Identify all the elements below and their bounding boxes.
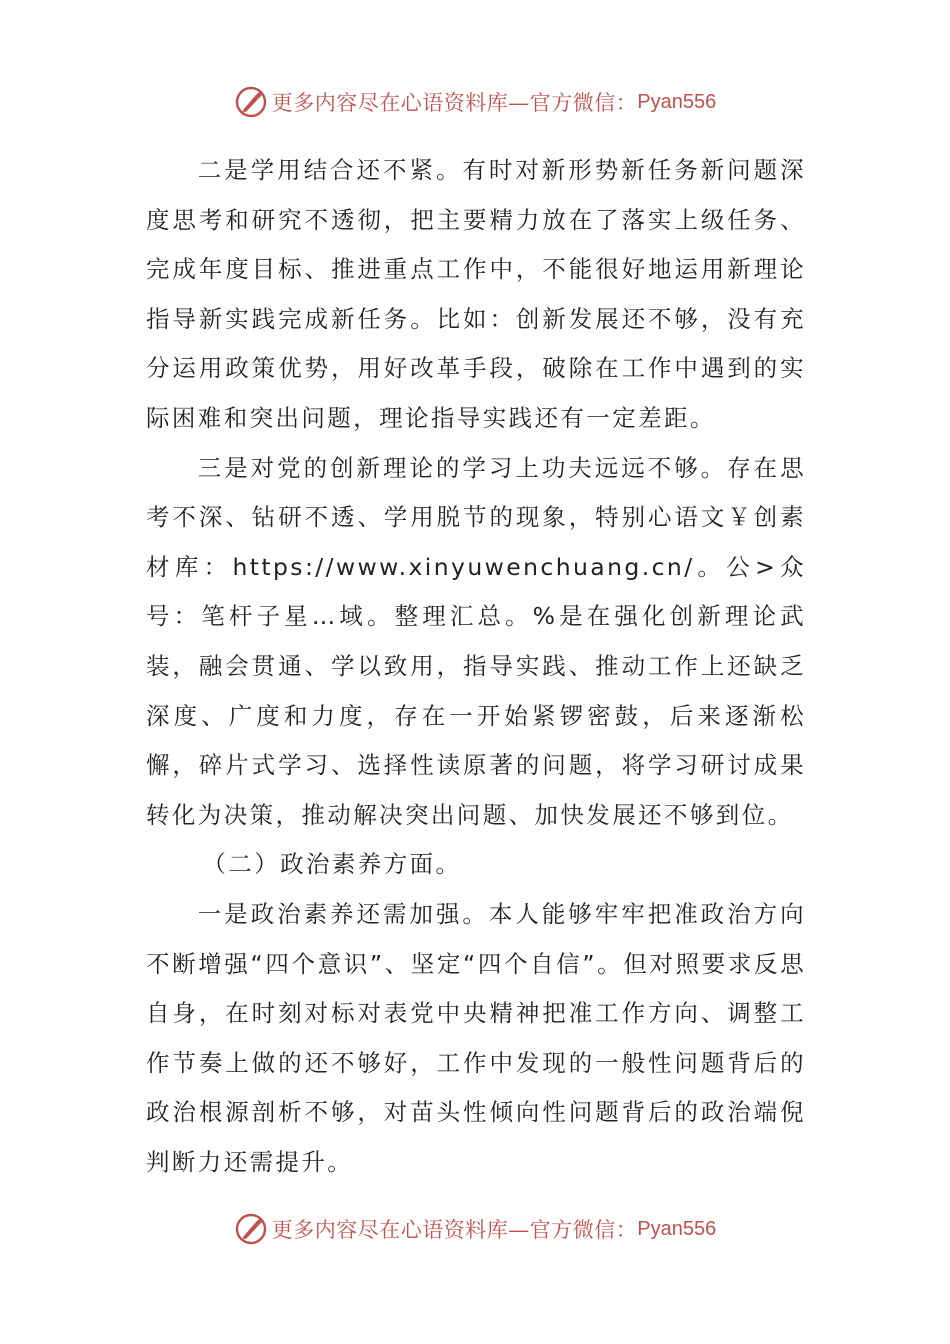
footer-watermark-banner [0,1209,950,1249]
document-body [146,146,806,1187]
banner-text: 更多内容尽在心语资料库—官方微信： [271,91,638,115]
paragraph-theory-study: 三是对党的创新理论的学习上功夫远远不够。存在思考不深、钻研不透、学用脱节的现象，特别心语文￥创素材库：https://www.xinyuwenchuang.cn/。公>众号：笔杆子星…域。整理汇总。%是在强化创新理论武装，融会贯通、学以致用，指导实践、推动工作上还缺乏深度、广度和力度，存在一开始紧锣密鼓，后来逐渐松懈，碎片式学习、选择性读原著的问题，将学习研讨成果转化为决策，推动解决突出问题、加快发展还不够到位。 [146,453,806,829]
paragraph-study-application: 二是学用结合还不紧。有时对新形势新任务新问题深度思考和研究不透彻，把主要精力放在了落实上级任务、完成年度目标、推进重点工作中，不能很好地运用新理论指导新实践完成新任务。比如：创新发展还不够，没有充分运用政策优势，用好改革手段，破除在工作中遇到的实际困难和突出问题，理论指导实践还有一定差距。 [146,156,806,432]
banner-wechat-id: Pyan556 [637,1217,717,1240]
paragraph-political-literacy: 一是政治素养还需加强。本人能够牢牢把准政治方向不断增强“四个意识”、坚定“四个自信”。但对照要求反思自身，在时刻对标对表党中央精神把准工作方向、调整工作节奏上做的还不够好，工作中发现的一般性问题背后的政治根源剖析不够，对苗头性倾向性问题背后的政治端倪判断力还需提升。 [146,899,806,1176]
pen-logo-icon [234,85,268,119]
banner-wechat-id: Pyan556 [637,90,717,113]
banner-text: 更多内容尽在心语资料库—官方微信： [271,1218,638,1242]
pen-logo-icon [234,1212,268,1246]
section-heading-political-literacy: （二）政治素养方面。 [202,850,462,879]
header-watermark-banner [0,82,950,122]
